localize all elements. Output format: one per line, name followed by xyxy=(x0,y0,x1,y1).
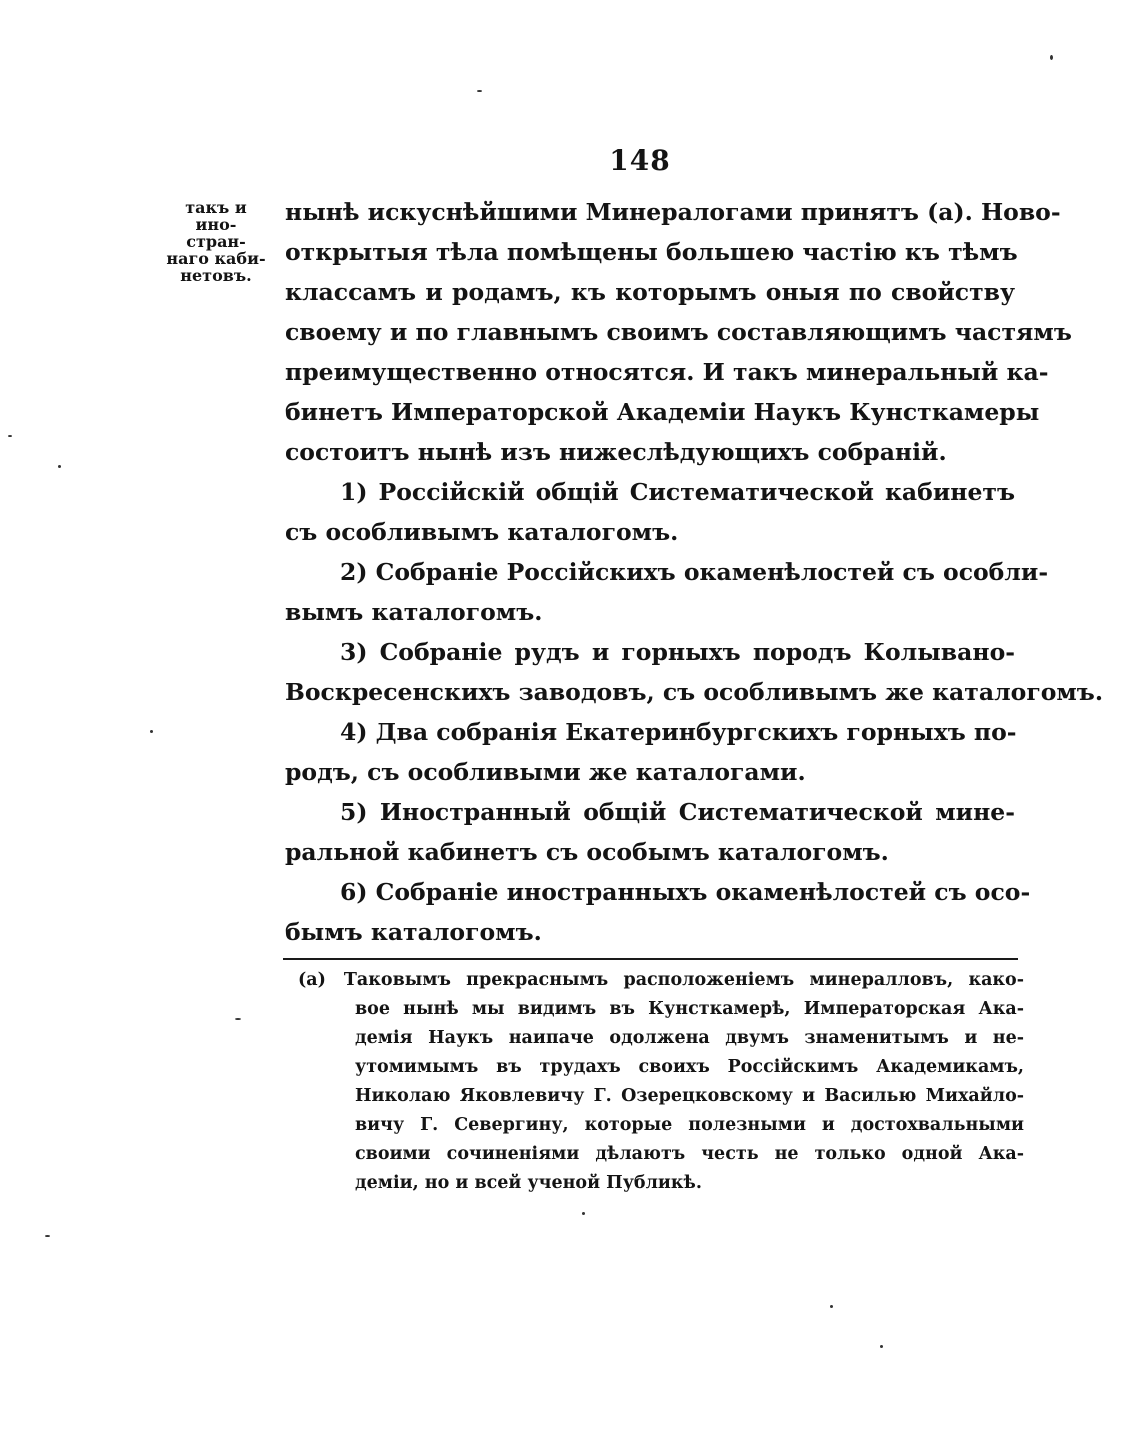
scan-speck xyxy=(150,730,153,733)
text-line: ральной кабинетъ съ особымъ каталогомъ. xyxy=(285,838,889,866)
footnote-divider xyxy=(283,958,1018,960)
intro-paragraph xyxy=(285,192,1072,472)
footnote-line: вое нынѣ мы видимъ въ Кунсткамерѣ, Императорская Ака- xyxy=(355,999,1024,1019)
footnote-line: утомимымъ въ трудахъ своихъ Россійскимъ Академикамъ, xyxy=(355,1057,1024,1077)
text-line: состоитъ нынѣ изъ нижеслѣдующихъ собраній. xyxy=(285,438,947,466)
text-line: Воскресенскихъ заводовъ, съ особливымъ же каталогомъ. xyxy=(285,678,1104,706)
margin-note-line: стран- xyxy=(186,232,246,251)
footnote-line: демія Наукъ наипаче одолжена двумъ знаменитымъ и не- xyxy=(355,1028,1024,1048)
text-line: 5) Иностранный общій Систематической мине- xyxy=(340,798,1015,826)
text-line: бинетъ Императорской Академіи Наукъ Кунсткамеры xyxy=(285,398,1040,426)
page-number: 148 xyxy=(609,144,671,177)
footnote xyxy=(298,966,1024,1198)
scan-speck xyxy=(880,1345,883,1348)
text-line: родъ, съ особливыми же каталогами. xyxy=(285,758,806,786)
list-item xyxy=(285,792,1015,872)
footnote-marker: (a) xyxy=(298,970,326,990)
scan-speck xyxy=(830,1305,833,1308)
text-line: открытыя тѣла помѣщены большею частію къ тѣмъ xyxy=(285,238,1018,266)
footnote-line: деміи, но и всей ученой Публикѣ. xyxy=(355,1173,702,1193)
text-line: своему и по главнымъ своимъ составляющимъ частямъ xyxy=(285,318,1072,346)
text-line: классамъ и родамъ, къ которымъ оныя по свойству xyxy=(285,278,1015,306)
scan-speck xyxy=(477,90,482,92)
margin-note xyxy=(160,199,272,284)
footnote-line: Николаю Яковлевичу Г. Озерецковскому и Василью Михайло- xyxy=(355,1086,1024,1106)
list-item xyxy=(285,712,1015,792)
scan-speck xyxy=(58,465,61,468)
scan-speck xyxy=(8,435,12,437)
scan-speck xyxy=(45,1235,50,1237)
footnote-line: своими сочиненіями дѣлаютъ честь не только одной Ака- xyxy=(355,1144,1024,1164)
text-line: 6) Собраніе иностранныхъ окаменѣлостей съ осо- xyxy=(340,878,1031,906)
margin-note-line: ино- xyxy=(195,215,237,234)
text-line: вымъ каталогомъ. xyxy=(285,598,543,626)
text-line: 3) Собраніе рудъ и горныхъ породъ Колывано- xyxy=(340,638,1015,666)
footnote-line-text: Таковымъ прекраснымъ расположеніемъ минералловъ, како- xyxy=(343,970,1024,990)
footnote-line: вичу Г. Севергину, которые полезными и достохвальными xyxy=(355,1115,1024,1135)
scan-speck xyxy=(1050,55,1053,60)
text-line: 1) Россійскій общій Систематической кабинетъ xyxy=(340,478,1015,506)
text-line: преимущественно относятся. И такъ минеральный ка- xyxy=(285,358,1049,386)
scan-speck xyxy=(582,1212,585,1215)
margin-note-line: такъ и xyxy=(185,198,247,217)
footnote-line xyxy=(298,966,1024,995)
text-line: нынѣ искуснѣйшими Минералогами принятъ (a). Ново- xyxy=(285,198,1061,226)
list-item xyxy=(285,632,1104,712)
text-line: бымъ каталогомъ. xyxy=(285,918,542,946)
scan-speck xyxy=(235,1018,241,1020)
list-item xyxy=(285,552,1049,632)
list-item xyxy=(285,472,1015,552)
text-line: 4) Два собранія Екатеринбургскихъ горныхъ по- xyxy=(340,718,1017,746)
text-line: 2) Собраніе Россійскихъ окаменѣлостей съ особли- xyxy=(340,558,1049,586)
main-text xyxy=(285,192,1104,952)
text-line: съ особливымъ каталогомъ. xyxy=(285,518,679,546)
margin-note-line: нетовъ. xyxy=(180,266,252,285)
margin-note-line: наго каби- xyxy=(166,249,266,268)
list-item xyxy=(285,872,1031,952)
